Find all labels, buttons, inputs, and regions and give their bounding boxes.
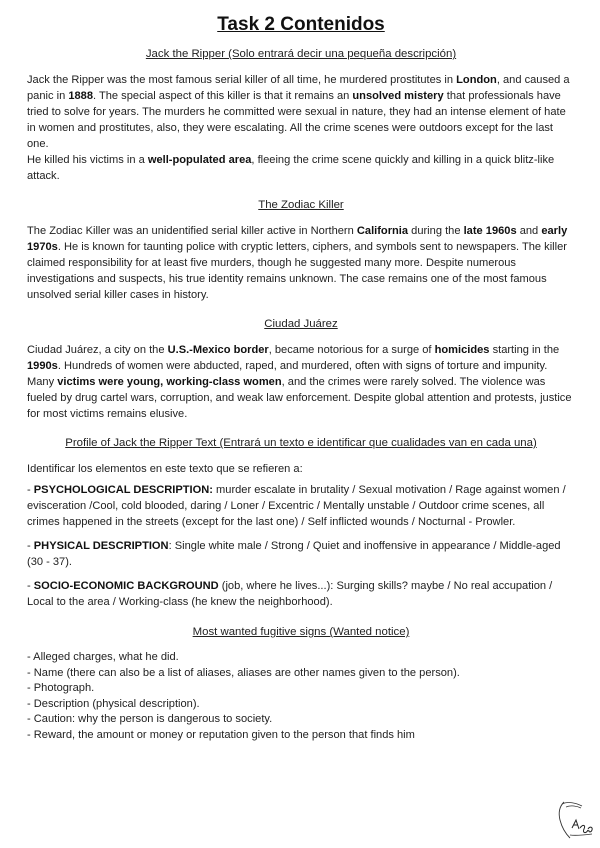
zodiac-heading: The Zodiac Killer — [258, 199, 344, 211]
profile-intro: Identificar los elementos en este texto que se refieren a: — [27, 463, 303, 475]
physical-description: - PHYSICAL DESCRIPTION: Single white male / Strong / Quiet and inoffensive in appearance / Middle-aged (30 - 37). — [27, 540, 561, 568]
jack-heading: Jack the Ripper (Solo entrará decir una pequeña descripción) — [145, 48, 457, 60]
handwritten-signature-icon — [552, 798, 596, 842]
list-item: - Photograph. — [27, 682, 95, 695]
jack-paragraph-2: He killed his victims in a well-populated area, fleeing the crime scene quickly and killing in a quick blitz-like attack. — [27, 154, 555, 182]
list-item: - Alleged charges, what he did. — [27, 651, 179, 663]
juarez-paragraph: Ciudad Juárez, a city on the U.S.-Mexico border, became notorious for a surge of homicides starting in the 1990s. Hundreds of women were abducted, raped, and murdered, often with signs of torture and impunity. Many victims were young, working-class women, and the crimes were rarely solved. The violence was fueled by drug cartel wars, corruption, and weak law enforcement. Despite global attention and protests, justice for most victims remains elusive. — [27, 344, 572, 420]
page-title: Task 2 Contenidos — [217, 14, 385, 35]
psychological-description: - PSYCHOLOGICAL DESCRIPTION: murder escalate in brutality / Sexual motivation / Rage against women / evisceration /Cool, cold blooded, daring / Loner / Excentric / Mentally unstable / Outdoor crime scenes, all crimes happened in the streets (except for the last one) / Self inflicted wounds / Nocturnal - Prowler. — [27, 484, 566, 528]
list-item: - Name (there can also be a list of aliases, aliases are other names given to the person). — [27, 666, 460, 679]
wanted-heading: Most wanted fugitive signs (Wanted notice) — [192, 626, 410, 638]
socio-economic-background: - SOCIO-ECONOMIC BACKGROUND (job, where he lives...): Surging skills? maybe / No real accupation / Local to the area / Working-class (he knew the neighborhood). — [27, 580, 553, 608]
juarez-heading: Ciudad Juárez — [264, 318, 338, 330]
list-item: - Caution: why the person is dangerous to society. — [27, 713, 273, 726]
jack-paragraph-1: Jack the Ripper was the most famous serial killer of all time, he murdered prostitutes in London, and caused a panic in 1888. The special aspect of this killer is that it remains an unsolved mistery that professionals have tried to solve for years. The murders he committed were sexual in nature, they had an intense element of hate in women and prostitutes, also, they were escalating. All the crime scenes were outdoors except for the last one. — [27, 74, 570, 150]
list-item: - Description (physical description). — [27, 697, 200, 710]
list-item: - Reward, the amount or money or reputation given to the person that finds him — [27, 728, 415, 741]
wanted-list — [27, 650, 575, 744]
zodiac-paragraph: The Zodiac Killer was an unidentified serial killer active in Northern California during the late 1960s and early 1970s. He is known for taunting police with cryptic letters, ciphers, and symbols sent to newspapers. The killer claimed responsibility for at least five murders, though he suggested many more. Despite numerous investigations and suspects, his true identity remains unknown. The case remains one of the most famous unsolved serial killer cases in history. — [27, 225, 568, 301]
profile-heading: Profile of Jack the Ripper Text (Entrará un texto e identificar que cualidades van en cada una) — [65, 437, 537, 449]
